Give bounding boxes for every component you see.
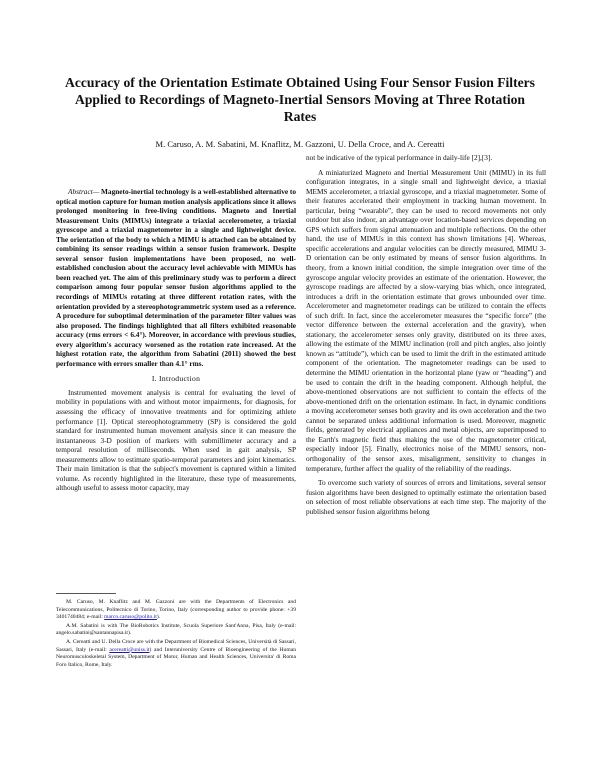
- footnote-1-email-link[interactable]: marco.caruso@polito.it: [104, 614, 157, 621]
- footnote-3-email-link[interactable]: acereatti@uniss.it: [109, 646, 150, 653]
- footnotes: [56, 593, 296, 670]
- intro-paragraph-3: To overcome such variety of sources of errors and limitations, several sensor fusion algorithms have been designed to optimally estimate the orientation based on selection of most reliable observations at each time step. The majority of the published sensor fusion algorithms belong: [306, 478, 546, 516]
- author-list: M. Caruso, A. M. Sabatini, M. Knaflitz, M. Gazzoni, U. Della Croce, and A. Cereatti: [155, 139, 445, 149]
- right-column: [306, 153, 546, 521]
- paper-title: Accuracy of the Orientation Estimate Obtained Using Four Sensor Fusion Filters Applied to Recordings of Magneto-Inertial Sensors Moving at Three Rotation Rates: [65, 75, 535, 124]
- footnote-separator: [56, 593, 116, 594]
- intro-continuation: not be indicative of the typical performance in daily-life [2],[3].: [306, 153, 493, 162]
- section-heading-introduction: I. Introduction: [151, 374, 201, 384]
- footnote-1: [56, 599, 296, 622]
- abstract-lead: Abstract—: [68, 187, 100, 196]
- intro-paragraph-1: Instrumented movement analysis is central for evaluating the level of mobility in populations with and without motor impairments, for diagnosis, for assessing the efficacy of innovative treatments and for optimizing athlete performance [1]. Optical stereophotogrammetry (SP) is considered the gold standard for instrumented human movement analysis since it can measure the instantaneous 3-D position of markers with submillimeter accuracy and a temporal resolution of milliseconds. When used in gait analysis, SP measurements allow to estimate spatio-temporal parameters and joint kinematics. Their main limitation is that the subject's movement is captured within a limited volume. As recently highlighted in the literature, these type of measurements, although useful to assess motor capacity, may: [56, 387, 296, 493]
- footnote-1-tail: ).: [156, 614, 161, 621]
- intro-paragraph-2: A miniaturized Magneto and Inertial Measurement Unit (MIMU) in its full configuration integrates, in a single small and lightweight device, a triaxial MEMS accelerometer, a triaxial gyroscope, and a triaxial magnetometer. Some of their features accelerated their employment in tracking human movement. In particular, being “wearable”, they can be used to record movements not only outdoor but also indoor, an advantage over location-based services depending on GPS which suffers from signal attenuation and multiple reflections. On the other hand, the use of MIMUs in this context has shown limitations [4]. Whereas, specific accelerations and angular velocities can be directly measured, MIMU 3-D orientation can be only estimated by means of sensor fusion algorithms. In theory, from a known initial condition, the simple integration over time of the gyroscope angular velocity provides an estimate of the orientation. However, the gyroscope readings are affected by a slow-varying bias which, once integrated, introduces a drift in the orientation estimate that grows unbounded over time. Accelerometer and magnetometer readings can be utilized to contain the effects of such drift. In fact, since the accelerometer measures the “specific force” (the vector difference between the external acceleration and the gravity), when stationary, the accelerometer senses only gravity, distributed on its three axes, allowing the estimate of the MIMU inclination (roll and pitch angles, also jointly known as “attitude”), which can be used to limit the drift in the estimated attitude component of the orientation. The magnetometer readings can be used to determine the MIMU orientation in the horizontal plane (yaw or “heading”) and be used to contain the drift in the heading component. Although helpful, the above-mentioned observations are not sufficient to contain the effects of the above-mentioned drift on the orientation estimate. In fact, in dynamic conditions a moving accelerometer senses both gravity and its own acceleration and the two cannot be separated unless additional information is used. Moreover, magnetic fields, generated by electrical appliances and metal objects, are superimposed to the Earth's magnetic field thus making the use of the magnetometer critical, especially indoor [5]. Finally, electronics noise of the MIMU sensors, non-orthogonality of the sensor axes, misalignment, sensitivity to changes in temperature, further affect the quality of the reliability of the readings.: [306, 167, 546, 473]
- footnote-3-text: A. Cereatti and U. Della Croce are with the Department of Biomedical Sciences, Università di Sassari, Sassari, Italy (e-mail:: [56, 638, 296, 653]
- footnote-3: [56, 639, 296, 669]
- footnote-1-text: M. Caruso, M. Knaflitz and M. Gazzoni are with the Departments of Electronics and Telecommunications, Politecnico di Torino, Torino, Italy (corresponding author to provide phone: +39 3401740484; e-mail:: [56, 599, 296, 621]
- abstract: [56, 187, 296, 368]
- abstract-text: Magneto-inertial technology is a well-established alternative to optical motion capture for human motion analysis applications since it allows prolonged monitoring in free-living conditions. Magneto and Inertial Measurement Units (MIMUs) integrate a triaxial accelerometer, a triaxial gyroscope and a triaxial magnetometer in a single and lightweight device. The orientation of the body to which a MIMU is attached can be obtained by combining its sensor readings within a sensor fusion framework. Despite several sensor fusion implementations have been proposed, no well-established conclusion about the accuracy level achievable with MIMUs has been reached yet. The aim of this preliminary study was to perform a direct comparison among four popular sensor fusion algorithms applied to the recordings of MIMUs rotating at three different rotation rates, with the orientation provided by a stereophotogrammetric system used as a reference. A procedure for suboptimal determination of the parameter filter values was also proposed. The findings highlighted that all filters exhibited reasonable accuracy (rms errors < 6.4°). Moreover, in accordance with previous studies, every algorithm's accuracy worsened as the rotation rate increased. At the highest rotation rate, the algorithm from Sabatini (2011) showed the best performance with errors smaller than 4.1° rms.: [56, 187, 297, 368]
- footnote-2: A.M. Sabatini is with The BioRobotics Institute, Scuola Superiore Sant'Anna, Pisa, Italy (e-mail: angelo.sabatini@santannapisa.it).: [56, 622, 296, 637]
- left-column: [56, 187, 296, 498]
- footnote-3-tail: ) and Interuniversity Centre of Bioengineering of the Human Neuromusculoskeletal System, Department of Motor, Human and Health Sciences, Universita' di Roma Foro Italico, Rome, Italy.: [56, 646, 296, 668]
